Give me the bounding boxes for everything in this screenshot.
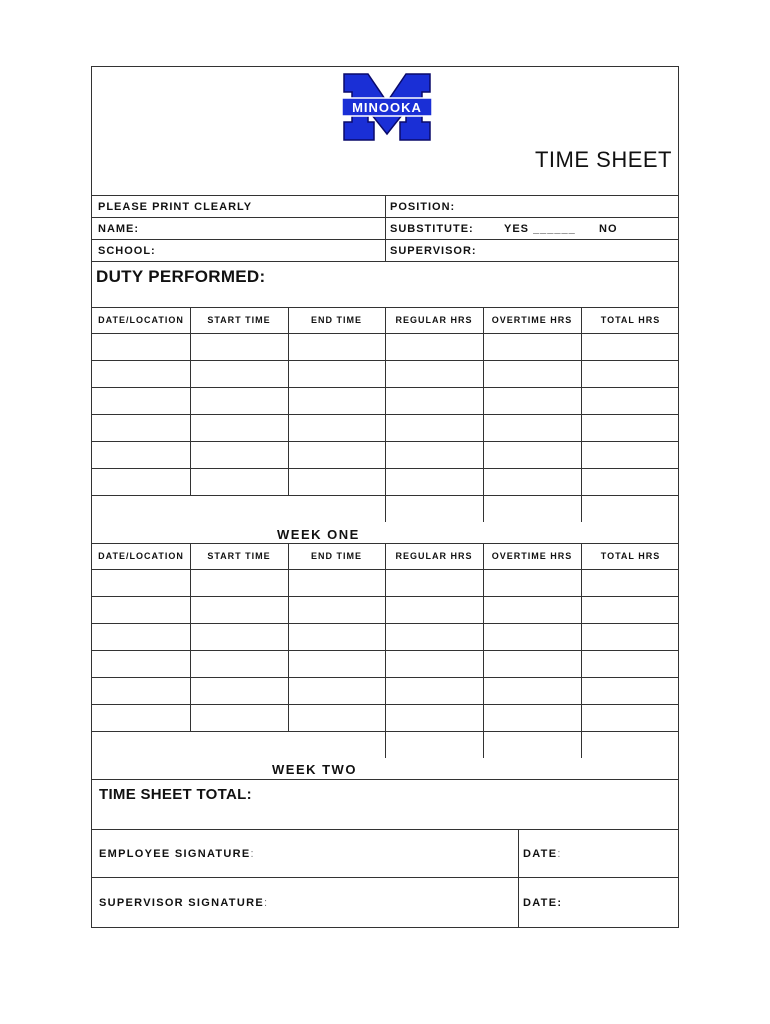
column-header: END TIME	[310, 315, 362, 325]
week-2-cell[interactable]	[93, 678, 189, 703]
week-1-cell[interactable]	[386, 469, 482, 494]
week-2-cell[interactable]	[289, 624, 384, 649]
week-1-cell[interactable]	[93, 469, 189, 494]
week-2-cell[interactable]	[191, 705, 287, 730]
substitute-label: SUBSTITUTE:	[390, 223, 474, 235]
week-2-cell[interactable]	[191, 651, 287, 676]
column-header: END TIME	[310, 551, 362, 561]
week-2-cell[interactable]	[289, 570, 384, 595]
week-1-cell[interactable]	[582, 361, 679, 386]
column-header: OVERTIME HRS	[491, 551, 573, 561]
week-2-cell[interactable]	[484, 570, 580, 595]
week-1-cell[interactable]	[484, 388, 580, 413]
week-2-cell[interactable]	[93, 570, 189, 595]
column-header: DATE/LOCATION	[98, 551, 184, 561]
week-2-cell[interactable]	[484, 705, 580, 730]
week-1-cell[interactable]	[191, 442, 287, 467]
week-1-cell[interactable]	[191, 361, 287, 386]
week-2-cell[interactable]	[484, 651, 580, 676]
week-1-cell[interactable]	[484, 442, 580, 467]
page-title: TIME SHEET	[534, 147, 672, 172]
week-1-cell[interactable]	[289, 334, 384, 359]
week-1-cell[interactable]	[582, 442, 679, 467]
week-1-cell[interactable]	[582, 469, 679, 494]
svg-text:MINOOKA: MINOOKA	[352, 100, 422, 115]
week-1-cell[interactable]	[386, 361, 482, 386]
week-1-cell[interactable]	[93, 361, 189, 386]
week-1-cell[interactable]	[386, 388, 482, 413]
employee-date-field[interactable]: DATE:	[523, 848, 562, 860]
week-2-cell[interactable]	[191, 597, 287, 622]
week-1-cell[interactable]	[289, 469, 384, 494]
week-2-cell[interactable]	[289, 705, 384, 730]
week-2-cell[interactable]	[582, 705, 679, 730]
employee-signature-field[interactable]: EMPLOYEE SIGNATURE:	[99, 848, 255, 860]
week-2-cell[interactable]	[386, 678, 482, 703]
position-field[interactable]: POSITION:	[390, 201, 456, 213]
week-1-cell[interactable]	[289, 361, 384, 386]
week-2-cell[interactable]	[386, 651, 482, 676]
week-1-cell[interactable]	[93, 388, 189, 413]
week-2-cell[interactable]	[484, 678, 580, 703]
week-1-cell[interactable]	[93, 415, 189, 440]
week-1-cell[interactable]	[191, 415, 287, 440]
week-1-cell[interactable]	[93, 442, 189, 467]
week-2-cell[interactable]	[386, 597, 482, 622]
week-1-cell[interactable]	[582, 334, 679, 359]
week-2-cell[interactable]	[582, 651, 679, 676]
week-1-cell[interactable]	[484, 361, 580, 386]
column-header: REGULAR HRS	[395, 315, 473, 325]
week-2-cell[interactable]	[582, 678, 679, 703]
week-1-cell[interactable]	[191, 469, 287, 494]
week-2-cell[interactable]	[93, 705, 189, 730]
column-header: TOTAL HRS	[600, 315, 661, 325]
print-clearly-label: PLEASE PRINT CLEARLY	[98, 201, 253, 213]
week-two-label: WEEK TWO	[272, 762, 357, 777]
week-1-cell[interactable]	[289, 415, 384, 440]
time-sheet-total-label: TIME SHEET TOTAL:	[99, 786, 252, 803]
name-field[interactable]: NAME:	[98, 223, 140, 235]
week-1-cell[interactable]	[386, 442, 482, 467]
week-1-cell[interactable]	[93, 334, 189, 359]
school-field[interactable]: SCHOOL:	[98, 245, 156, 257]
substitute-no-option[interactable]: NO	[599, 223, 618, 235]
week-1-cell[interactable]	[386, 415, 482, 440]
week-2-cell[interactable]	[289, 597, 384, 622]
week-2-cell[interactable]	[386, 624, 482, 649]
week-2-cell[interactable]	[191, 678, 287, 703]
supervisor-date-field[interactable]: DATE:	[523, 897, 563, 909]
week-2-cell[interactable]	[191, 624, 287, 649]
column-header: DATE/LOCATION	[98, 315, 184, 325]
duty-performed-heading: DUTY PERFORMED:	[96, 267, 266, 286]
week-one-label: WEEK ONE	[277, 527, 360, 542]
column-header: TOTAL HRS	[600, 551, 661, 561]
column-header: REGULAR HRS	[395, 551, 473, 561]
minooka-logo	[342, 72, 432, 142]
week-2-cell[interactable]	[93, 624, 189, 649]
week-2-cell[interactable]	[582, 624, 679, 649]
week-2-cell[interactable]	[191, 570, 287, 595]
week-2-cell[interactable]	[582, 570, 679, 595]
week-1-cell[interactable]	[289, 442, 384, 467]
week-2-cell[interactable]	[582, 597, 679, 622]
week-1-cell[interactable]	[484, 469, 580, 494]
week-1-cell[interactable]	[386, 334, 482, 359]
week-2-cell[interactable]	[386, 705, 482, 730]
substitute-yes-option[interactable]: YES ______	[504, 223, 576, 235]
time-sheet-form	[91, 66, 679, 928]
column-header: START TIME	[207, 551, 271, 561]
supervisor-signature-field[interactable]: SUPERVISOR SIGNATURE:	[99, 897, 269, 909]
week-2-cell[interactable]	[289, 678, 384, 703]
week-2-cell[interactable]	[93, 597, 189, 622]
week-1-cell[interactable]	[289, 388, 384, 413]
week-1-cell[interactable]	[484, 334, 580, 359]
week-2-cell[interactable]	[93, 651, 189, 676]
column-header: START TIME	[207, 315, 271, 325]
week-2-cell[interactable]	[386, 570, 482, 595]
supervisor-field[interactable]: SUPERVISOR:	[390, 245, 477, 257]
week-2-cell[interactable]	[484, 597, 580, 622]
week-1-cell[interactable]	[582, 388, 679, 413]
week-1-cell[interactable]	[191, 388, 287, 413]
week-1-cell[interactable]	[191, 334, 287, 359]
week-2-cell[interactable]	[484, 624, 580, 649]
week-1-cell[interactable]	[484, 415, 580, 440]
week-2-cell[interactable]	[289, 651, 384, 676]
column-header: OVERTIME HRS	[491, 315, 573, 325]
week-1-cell[interactable]	[582, 415, 679, 440]
